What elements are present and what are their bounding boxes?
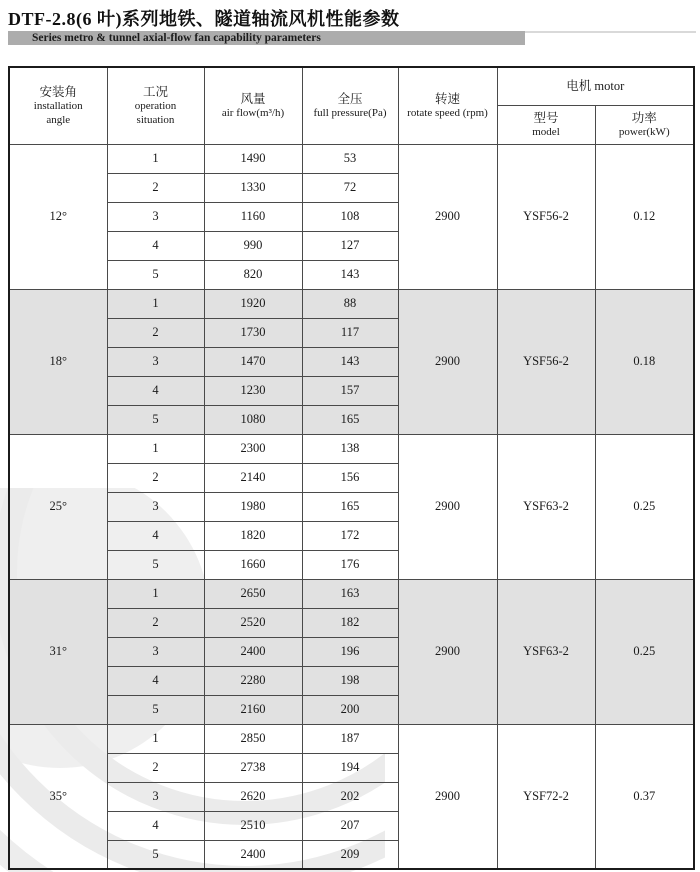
col-header-model: [497, 105, 595, 144]
angle-group-35: [9, 724, 694, 869]
flow-cell: 2280: [204, 666, 302, 695]
flow-cell: 2650: [204, 579, 302, 608]
angle-cell: 12°: [9, 144, 107, 289]
pressure-cell: 163: [302, 579, 398, 608]
header-flow-zh: 风量: [240, 91, 266, 106]
situation-cell: 2: [107, 753, 204, 782]
header-model-zh: 型号: [533, 110, 559, 125]
angle-cell: 25°: [9, 434, 107, 579]
situation-cell: 1: [107, 144, 204, 173]
flow-cell: 1470: [204, 347, 302, 376]
angle-cell: 18°: [9, 289, 107, 434]
situation-cell: 3: [107, 782, 204, 811]
situation-cell: 4: [107, 521, 204, 550]
power-cell: 0.12: [595, 144, 694, 289]
flow-cell: 1920: [204, 289, 302, 318]
pressure-cell: 138: [302, 434, 398, 463]
flow-cell: 990: [204, 231, 302, 260]
flow-cell: 2620: [204, 782, 302, 811]
pressure-cell: 143: [302, 260, 398, 289]
col-header-power: [595, 105, 694, 144]
situation-cell: 3: [107, 347, 204, 376]
flow-cell: 2140: [204, 463, 302, 492]
situation-cell: 5: [107, 405, 204, 434]
col-header-installation-angle: [9, 67, 107, 144]
col-header-air-flow: [204, 67, 302, 144]
page-title: DTF-2.8(6 叶)系列地铁、隧道轴流风机性能参数: [8, 9, 400, 29]
angle-group-25: [9, 434, 694, 579]
pressure-cell: 53: [302, 144, 398, 173]
pressure-cell: 88: [302, 289, 398, 318]
pressure-cell: 117: [302, 318, 398, 347]
situation-cell: 2: [107, 463, 204, 492]
situation-cell: 1: [107, 289, 204, 318]
model-cell: YSF56-2: [497, 144, 595, 289]
pressure-cell: 187: [302, 724, 398, 753]
flow-cell: 2510: [204, 811, 302, 840]
power-cell: 0.25: [595, 579, 694, 724]
flow-cell: 2400: [204, 637, 302, 666]
table-row: [9, 579, 694, 608]
col-header-rotate-speed: [398, 67, 497, 144]
pressure-cell: 157: [302, 376, 398, 405]
pressure-cell: 127: [302, 231, 398, 260]
situation-cell: 4: [107, 231, 204, 260]
flow-cell: 1160: [204, 202, 302, 231]
col-header-full-pressure: [302, 67, 398, 144]
flow-cell: 1980: [204, 492, 302, 521]
header-angle-zh: 安装角: [39, 84, 77, 99]
header-pressure-zh: 全压: [337, 91, 363, 106]
header-situation-en1: operation: [134, 100, 177, 113]
header-angle-en2: angle: [46, 113, 71, 126]
table-row: [9, 724, 694, 753]
pressure-cell: 196: [302, 637, 398, 666]
flow-cell: 2520: [204, 608, 302, 637]
angle-group-12: [9, 144, 694, 289]
table-row: [9, 289, 694, 318]
header-power-en: power(kW): [618, 125, 670, 138]
subtitle-bar: [8, 31, 525, 45]
speed-cell: 2900: [398, 144, 497, 289]
header-pressure-en: full pressure(Pa): [313, 107, 387, 119]
header-motor: 电机 motor: [566, 79, 625, 94]
pressure-cell: 194: [302, 753, 398, 782]
situation-cell: 4: [107, 376, 204, 405]
header-power-zh: 功率: [631, 110, 657, 125]
situation-cell: 1: [107, 724, 204, 753]
flow-cell: 1490: [204, 144, 302, 173]
pressure-cell: 182: [302, 608, 398, 637]
situation-cell: 5: [107, 550, 204, 579]
table-row: [9, 434, 694, 463]
model-cell: YSF63-2: [497, 579, 595, 724]
situation-cell: 1: [107, 579, 204, 608]
speed-cell: 2900: [398, 579, 497, 724]
angle-cell: 31°: [9, 579, 107, 724]
pressure-cell: 72: [302, 173, 398, 202]
flow-cell: 1080: [204, 405, 302, 434]
flow-cell: 1660: [204, 550, 302, 579]
flow-cell: 1820: [204, 521, 302, 550]
pressure-cell: 156: [302, 463, 398, 492]
situation-cell: 4: [107, 666, 204, 695]
table-row: [9, 144, 694, 173]
situation-cell: 5: [107, 260, 204, 289]
fan-parameters-table: [8, 66, 695, 870]
pressure-cell: 200: [302, 695, 398, 724]
flow-cell: 2160: [204, 695, 302, 724]
model-cell: YSF72-2: [497, 724, 595, 869]
model-cell: YSF56-2: [497, 289, 595, 434]
situation-cell: 3: [107, 492, 204, 521]
header-speed-zh: 转速: [434, 91, 460, 106]
page-subtitle: Series metro & tunnel axial-flow fan capability parameters: [32, 32, 321, 44]
angle-cell: 35°: [9, 724, 107, 869]
pressure-cell: 176: [302, 550, 398, 579]
header-model-en: model: [532, 125, 560, 138]
power-cell: 0.18: [595, 289, 694, 434]
angle-group-31: [9, 579, 694, 724]
situation-cell: 2: [107, 173, 204, 202]
power-cell: 0.37: [595, 724, 694, 869]
col-header-motor: [497, 67, 694, 105]
flow-cell: 1730: [204, 318, 302, 347]
pressure-cell: 202: [302, 782, 398, 811]
flow-cell: 2300: [204, 434, 302, 463]
pressure-cell: 108: [302, 202, 398, 231]
situation-cell: 1: [107, 434, 204, 463]
speed-cell: 2900: [398, 434, 497, 579]
pressure-cell: 172: [302, 521, 398, 550]
col-header-operation-situation: [107, 67, 204, 144]
situation-cell: 3: [107, 202, 204, 231]
table-header: [9, 67, 694, 144]
power-cell: 0.25: [595, 434, 694, 579]
header-situation-zh: 工况: [142, 84, 168, 99]
pressure-cell: 165: [302, 492, 398, 521]
pressure-cell: 198: [302, 666, 398, 695]
situation-cell: 2: [107, 608, 204, 637]
header-situation-en2: situation: [136, 113, 175, 126]
flow-cell: 1230: [204, 376, 302, 405]
flow-cell: 820: [204, 260, 302, 289]
model-cell: YSF63-2: [497, 434, 595, 579]
situation-cell: 3: [107, 637, 204, 666]
header-speed-en: rotate speed (rpm): [407, 107, 488, 119]
flow-cell: 1330: [204, 173, 302, 202]
angle-group-18: [9, 289, 694, 434]
pressure-cell: 143: [302, 347, 398, 376]
speed-cell: 2900: [398, 724, 497, 869]
flow-cell: 2400: [204, 840, 302, 869]
situation-cell: 2: [107, 318, 204, 347]
situation-cell: 5: [107, 695, 204, 724]
header-flow-en: air flow(m³/h): [221, 107, 285, 119]
pressure-cell: 209: [302, 840, 398, 869]
flow-cell: 2850: [204, 724, 302, 753]
pressure-cell: 165: [302, 405, 398, 434]
pressure-cell: 207: [302, 811, 398, 840]
situation-cell: 5: [107, 840, 204, 869]
situation-cell: 4: [107, 811, 204, 840]
speed-cell: 2900: [398, 289, 497, 434]
header-angle-en1: installation: [33, 100, 83, 113]
flow-cell: 2738: [204, 753, 302, 782]
